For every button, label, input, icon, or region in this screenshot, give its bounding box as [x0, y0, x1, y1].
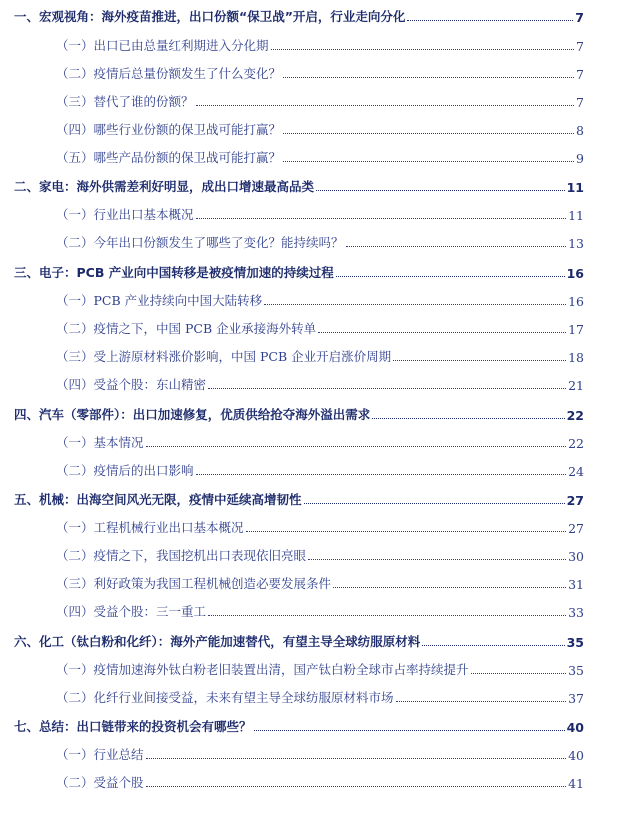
toc-subsection-entry[interactable]	[56, 686, 584, 706]
toc-subsection-entry[interactable]	[56, 146, 584, 166]
toc-entry-title: （三）受上游原材料涨价影响，中国 PCB 企业开启涨价周期	[56, 349, 392, 364]
toc-entry-title: （二）疫情后总量份额发生了什么变化？	[56, 66, 282, 81]
toc-entry-title: （一）出口已由总量红利期进入分化期	[56, 38, 269, 53]
toc-dot-leader	[271, 49, 575, 50]
toc-entry-title: 一、宏观视角：海外疫苗推进，出口份额“保卫战”开启，行业走向分化	[14, 9, 406, 24]
toc-section-entry[interactable]	[14, 630, 584, 650]
toc-page-number: 40	[566, 720, 584, 735]
toc-subsection-entry[interactable]	[56, 289, 584, 309]
toc-entry-title: （一）疫情加速海外钛白粉老旧装置出清，国产钛白粉全球市占率持续提升	[56, 662, 469, 677]
toc-dot-leader	[196, 105, 575, 106]
toc-page-number: 21	[568, 378, 584, 393]
toc-entry-title: （一）基本情况	[56, 435, 144, 450]
toc-page-number: 7	[576, 95, 584, 110]
toc-page-number: 30	[568, 549, 584, 564]
toc-page-number: 40	[568, 748, 584, 763]
toc-page-number: 35	[568, 663, 584, 678]
toc-page-number: 16	[566, 266, 584, 281]
toc-section-entry[interactable]	[14, 403, 584, 423]
toc-page-number: 17	[568, 322, 584, 337]
toc-page-number: 7	[575, 10, 584, 25]
toc-dot-leader	[208, 388, 566, 389]
toc-dot-leader	[396, 701, 567, 702]
toc-page-number: 7	[576, 39, 584, 54]
toc-entry-title: （二）今年出口份额发生了哪些了变化？能持续吗？	[56, 235, 344, 250]
toc-entry-title: 二、家电：海外供需差利好明显，成出口增速最高品类	[14, 179, 315, 194]
toc-page-number: 9	[576, 151, 584, 166]
toc-page-number: 22	[568, 436, 584, 451]
toc-subsection-entry[interactable]	[56, 203, 584, 223]
toc-entry-title: （五）哪些产品份额的保卫战可能打赢？	[56, 150, 282, 165]
toc-dot-leader	[407, 20, 573, 21]
toc-dot-leader	[208, 615, 566, 616]
toc-dot-leader	[196, 474, 567, 475]
toc-dot-leader	[346, 246, 567, 247]
toc-dot-leader	[146, 758, 567, 759]
toc-page-number: 35	[566, 635, 584, 650]
toc-subsection-entry[interactable]	[56, 231, 584, 251]
toc-page-number: 11	[568, 208, 584, 223]
toc-entry-title: （四）受益个股：东山精密	[56, 377, 207, 392]
toc-page-number: 24	[568, 464, 584, 479]
toc-page-number: 11	[566, 180, 584, 195]
toc-dot-leader	[196, 218, 567, 219]
toc-page-number: 18	[568, 350, 584, 365]
toc-entry-title: （一）PCB 产业持续向中国大陆转移	[56, 293, 263, 308]
toc-entry-title: 三、电子：PCB 产业向中国转移是被疫情加速的持续过程	[14, 265, 334, 280]
toc-dot-leader	[146, 446, 567, 447]
toc-subsection-entry[interactable]	[56, 572, 584, 592]
toc-dot-leader	[283, 161, 574, 162]
toc-entry-title: （一）行业出口基本概况	[56, 207, 194, 222]
toc-page-number: 16	[568, 294, 584, 309]
toc-dot-leader	[316, 190, 565, 191]
toc-subsection-entry[interactable]	[56, 459, 584, 479]
toc-dot-leader	[318, 332, 566, 333]
toc-subsection-entry[interactable]	[56, 34, 584, 54]
toc-section-entry[interactable]	[14, 175, 584, 195]
toc-page-number: 33	[568, 605, 584, 620]
toc-subsection-entry[interactable]	[56, 544, 584, 564]
toc-dot-leader	[471, 673, 567, 674]
toc-page-number: 13	[568, 236, 584, 251]
toc-dot-leader	[336, 276, 565, 277]
toc-dot-leader	[304, 503, 565, 504]
toc-page-number: 41	[568, 776, 584, 791]
toc-entry-title: （二）疫情之下，中国 PCB 企业承接海外转单	[56, 321, 317, 336]
toc-entry-title: 五、机械：出海空间风光无限，疫情中延续高增韧性	[14, 492, 302, 507]
toc-entry-title: （四）受益个股：三一重工	[56, 604, 207, 619]
toc-subsection-entry[interactable]	[56, 373, 584, 393]
toc-page-number: 8	[576, 123, 584, 138]
toc-page-number: 22	[566, 408, 584, 423]
toc-dot-leader	[372, 418, 564, 419]
toc-entry-title: （二）疫情后的出口影响	[56, 463, 194, 478]
toc-entry-title: （二）受益个股	[56, 775, 144, 790]
toc-section-entry[interactable]	[14, 715, 584, 735]
toc-entry-title: （三）利好政策为我国工程机械创造必要发展条件	[56, 576, 332, 591]
toc-entry-title: （二）化纤行业间接受益，未来有望主导全球纺服原材料市场	[56, 690, 394, 705]
toc-entry-title: （一）工程机械行业出口基本概况	[56, 520, 244, 535]
toc-page-number: 7	[576, 67, 584, 82]
toc-subsection-entry[interactable]	[56, 743, 584, 763]
toc-dot-leader	[246, 531, 567, 532]
toc-entry-title: （二）疫情之下，我国挖机出口表现依旧亮眼	[56, 548, 307, 563]
toc-entry-title: （四）哪些行业份额的保卫战可能打赢？	[56, 122, 282, 137]
toc-page-number: 27	[566, 493, 584, 508]
toc-dot-leader	[422, 645, 564, 646]
toc-section-entry[interactable]	[14, 261, 584, 281]
toc-subsection-entry[interactable]	[56, 90, 584, 110]
toc-dot-leader	[264, 304, 566, 305]
toc-page-number: 31	[568, 577, 584, 592]
toc-entry-title: 四、汽车（零部件）：出口加速修复，优质供给抢夺海外溢出需求	[14, 407, 371, 422]
toc-dot-leader	[393, 360, 566, 361]
toc-entry-title: （三）替代了谁的份额？	[56, 94, 194, 109]
toc-subsection-entry[interactable]	[56, 317, 584, 337]
toc-entry-title: 七、总结：出口链带来的投资机会有哪些？	[14, 719, 252, 734]
toc-subsection-entry[interactable]	[56, 516, 584, 536]
toc-section-entry[interactable]	[14, 488, 584, 508]
toc-dot-leader	[254, 730, 565, 731]
toc-subsection-entry[interactable]	[56, 118, 584, 138]
toc-subsection-entry[interactable]	[56, 600, 584, 620]
toc-entry-title: 六、化工（钛白粉和化纤）：海外产能加速替代，有望主导全球纺服原材料	[14, 634, 421, 649]
toc-entry-title: （一）行业总结	[56, 747, 144, 762]
toc-dot-leader	[283, 77, 574, 78]
toc-dot-leader	[283, 133, 574, 134]
toc-subsection-entry[interactable]	[56, 771, 584, 791]
toc-page-number: 27	[568, 521, 584, 536]
toc-subsection-entry[interactable]	[56, 431, 584, 451]
toc-section-entry[interactable]	[14, 5, 584, 25]
toc-subsection-entry[interactable]	[56, 62, 584, 82]
toc-subsection-entry[interactable]	[56, 345, 584, 365]
toc-dot-leader	[146, 786, 567, 787]
toc-page-number: 37	[568, 691, 584, 706]
toc-dot-leader	[333, 587, 566, 588]
toc-subsection-entry[interactable]	[56, 658, 584, 678]
toc-dot-leader	[308, 559, 566, 560]
